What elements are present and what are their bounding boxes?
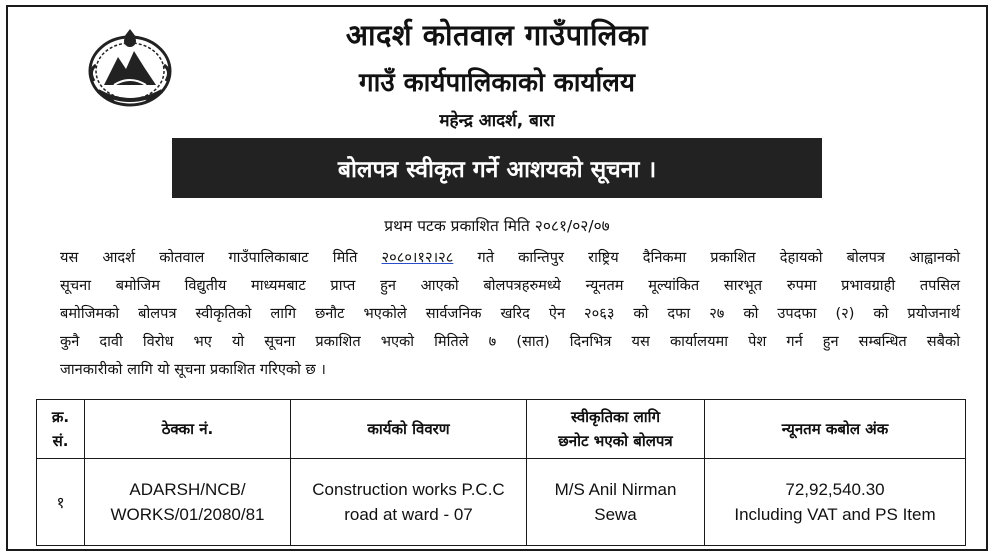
tender-date: २०८०।१२।२८ xyxy=(381,249,454,266)
cell-work-desc xyxy=(291,459,527,546)
cell-contract-no xyxy=(85,459,291,546)
body-line-1-pre: यस आदर्श कोतवाल गाउँपालिकाबाट मिति xyxy=(60,249,382,266)
cell-sn: १ xyxy=(37,459,85,546)
header-sn-line1: क्र. xyxy=(51,408,70,426)
header-contract-no: ठेक्का नं. xyxy=(85,400,291,459)
header-selected-line1: स्वीकृतिका लागि xyxy=(570,408,661,426)
office-address: महेन्द्र आदर्श, बारा xyxy=(439,111,555,131)
header-selected-line2: छनोट भएको बोलपत्र xyxy=(558,432,673,450)
body-line-4: कुनै दावी विरोध भए यो सूचना प्रकाशित भएको मितिले ७ (सात) दिनभित्र यस कार्यालयमा पेश गर्न हुन सम्बन्धित सबैको xyxy=(60,333,960,350)
bidder-line2: Sewa xyxy=(594,505,637,524)
publish-date: प्रथम पटक प्रकाशित मिति २०८१/०२/०७ xyxy=(384,217,610,235)
body-line-1-post: गते कान्तिपुर राष्ट्रिय दैनिकमा प्रकाशित देहायको बोलपत्र आह्वानको xyxy=(453,249,960,266)
notice-banner-text: बोलपत्र स्वीकृत गर्ने आशयको सूचना । xyxy=(337,157,657,183)
amount-line1: 72,92,540.30 xyxy=(785,480,885,499)
office-subtitle: गाउँ कार्यपालिकाको कार्यालय xyxy=(359,68,635,98)
header-min-bid: न्यूनतम कबोल अंक xyxy=(705,400,966,459)
notice-page xyxy=(6,5,988,551)
award-table xyxy=(36,399,966,546)
notice-banner xyxy=(172,138,822,198)
body-line-5: जानकारीको लागि यो सूचना प्रकाशित गरिएको छ । xyxy=(60,361,326,378)
bidder-line1: M/S Anil Nirman xyxy=(554,480,677,499)
table-row xyxy=(37,459,966,546)
header-sn xyxy=(37,400,85,459)
table-header-row xyxy=(37,400,966,459)
header-sn-line2: सं. xyxy=(52,432,69,450)
body-line-3: बमोजिमको बोलपत्र स्वीकृतिको लागि छनौट भएकोले सार्वजनिक खरिद ऐन २०६३ को दफा २७ को उपदफा (२) को प्रयोजनार्थ xyxy=(60,305,960,322)
contract-no-line2: WORKS/01/2080/81 xyxy=(110,505,265,524)
cell-amount xyxy=(705,459,966,546)
amount-line2: Including VAT and PS Item xyxy=(734,505,936,524)
notice-body xyxy=(60,244,960,384)
municipality-title: आदर्श कोतवाल गाउँपालिका xyxy=(345,18,649,52)
contract-no-line1: ADARSH/NCB/ xyxy=(129,480,246,499)
body-line-2: सूचना बमोजिम विद्युतीय माध्यमबाट प्राप्त हुन आएको बोलपत्रहरुमध्ये न्यूनतम मूल्यांकित सारभूत रुपमा प्रभावग्राही तपसिल xyxy=(60,277,960,294)
work-desc-line2: road at ward - 07 xyxy=(344,505,473,524)
cell-bidder xyxy=(527,459,705,546)
body-line-1 xyxy=(60,244,960,272)
header-work-desc: कार्यको विवरण xyxy=(291,400,527,459)
header-selected-bidder xyxy=(527,400,705,459)
work-desc-line1: Construction works P.C.C xyxy=(312,480,505,499)
